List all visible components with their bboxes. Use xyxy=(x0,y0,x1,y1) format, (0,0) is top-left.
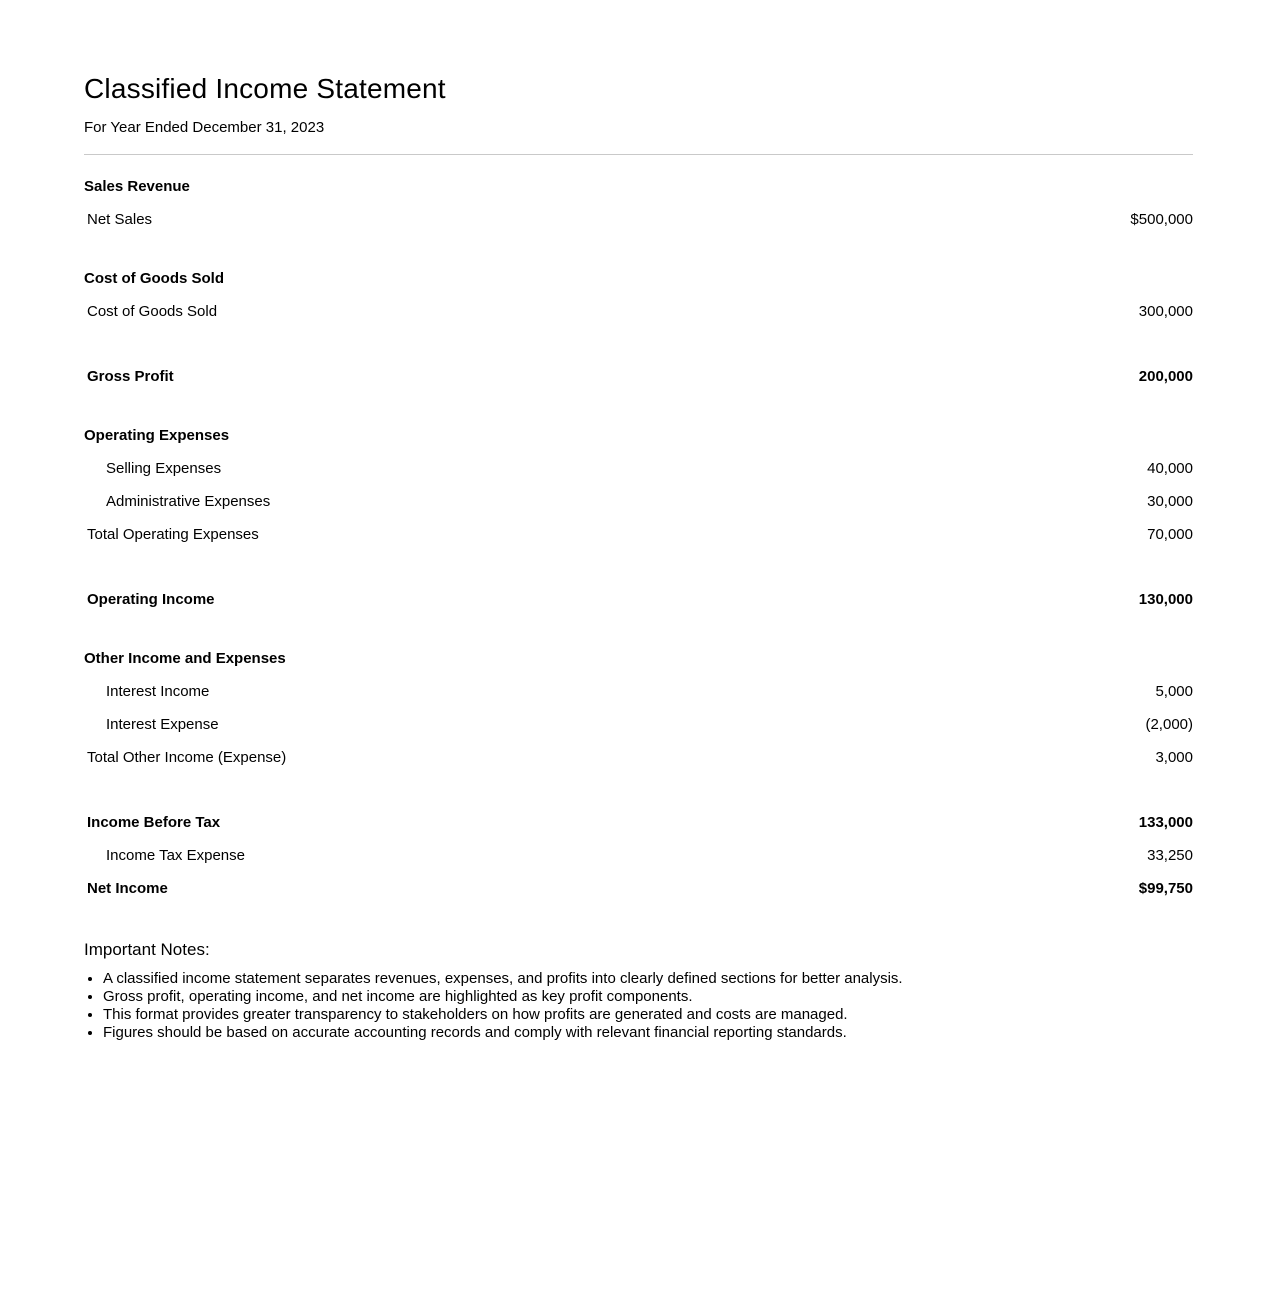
row-value: 3,000 xyxy=(1155,749,1193,766)
row-value: 30,000 xyxy=(1147,493,1193,510)
row-label: Income Tax Expense xyxy=(106,847,245,864)
row-label: Interest Expense xyxy=(106,716,219,733)
statement-row xyxy=(84,708,1193,741)
row-value: $500,000 xyxy=(1130,211,1193,228)
section-heading: Other Income and Expenses xyxy=(84,650,286,667)
section-operating-expenses xyxy=(84,419,1193,551)
statement-total-row xyxy=(84,741,1193,774)
row-label: Total Other Income (Expense) xyxy=(87,749,287,766)
statement-row xyxy=(84,295,1193,328)
row-value: 130,000 xyxy=(1138,591,1193,608)
statement-row xyxy=(84,675,1193,708)
row-label: Administrative Expenses xyxy=(106,493,271,510)
section-heading: Cost of Goods Sold xyxy=(84,270,224,287)
row-label: Selling Expenses xyxy=(106,460,222,477)
section-heading: Sales Revenue xyxy=(84,178,190,195)
statement-total-row xyxy=(84,518,1193,551)
statement-row xyxy=(84,203,1193,236)
notes-heading: Important Notes: xyxy=(84,940,210,959)
section-operating-income xyxy=(84,583,1193,616)
statement-row xyxy=(84,452,1193,485)
summary-row xyxy=(84,583,1193,616)
section-heading-row xyxy=(84,262,1193,295)
row-label: Interest Income xyxy=(106,683,210,700)
row-label: Operating Income xyxy=(87,591,215,608)
row-value: (2,000) xyxy=(1145,716,1193,733)
important-notes xyxy=(84,939,1193,1042)
row-value: 33,250 xyxy=(1147,847,1193,864)
section-heading-row xyxy=(84,170,1193,203)
row-label: Income Before Tax xyxy=(87,814,221,831)
section-heading: Operating Expenses xyxy=(84,427,230,444)
section-heading-row xyxy=(84,642,1193,675)
row-value: 200,000 xyxy=(1138,368,1193,385)
row-value: 300,000 xyxy=(1138,303,1193,320)
row-value: 133,000 xyxy=(1138,814,1193,831)
page-title: Classified Income Statement xyxy=(84,73,446,104)
note-item: • This format provides greater transparency to stakeholders on how profits are generated and costs are managed. xyxy=(103,1006,1193,1024)
row-label: Net Income xyxy=(87,880,168,897)
statement-row xyxy=(84,839,1193,872)
note-item: • Figures should be based on accurate accounting records and comply with relevant financial reporting standards. xyxy=(103,1024,1193,1042)
section-income-before-tax xyxy=(84,806,1193,905)
period-subtitle: For Year Ended December 31, 2023 xyxy=(84,119,325,136)
summary-row xyxy=(84,360,1193,393)
row-label: Gross Profit xyxy=(87,368,174,385)
row-label: Total Operating Expenses xyxy=(87,526,259,543)
row-value: 40,000 xyxy=(1147,460,1193,477)
net-income-row xyxy=(84,872,1193,905)
section-sales-revenue xyxy=(84,170,1193,236)
section-gross-profit xyxy=(84,360,1193,393)
notes-list xyxy=(84,970,1193,1042)
row-value: 70,000 xyxy=(1147,526,1193,543)
note-item: • Gross profit, operating income, and net income are highlighted as key profit components. xyxy=(103,988,1193,1006)
summary-row xyxy=(84,806,1193,839)
note-item: • A classified income statement separates revenues, expenses, and profits into clearly defined sections for better analysis. xyxy=(103,970,1193,988)
section-cost-of-goods-sold xyxy=(84,262,1193,328)
row-value: 5,000 xyxy=(1155,683,1193,700)
row-label: Cost of Goods Sold xyxy=(87,303,218,320)
section-other-income-expenses xyxy=(84,642,1193,774)
statement-row xyxy=(84,485,1193,518)
section-heading-row xyxy=(84,419,1193,452)
row-value: $99,750 xyxy=(1138,880,1193,897)
header-divider xyxy=(84,154,1193,155)
row-label: Net Sales xyxy=(87,211,153,228)
